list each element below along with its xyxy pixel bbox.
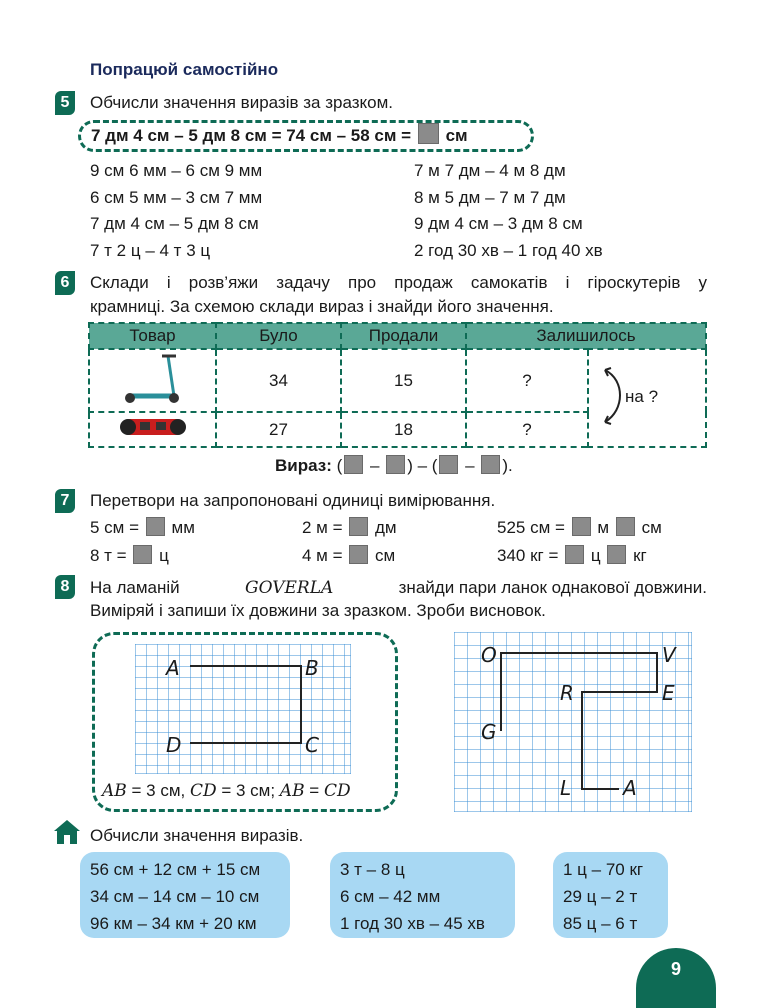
table-cell-left: ? (466, 412, 588, 447)
section-heading: Попрацюй самостійно (90, 60, 279, 79)
scooter-cell (89, 349, 216, 412)
home-expr: 1 год 30 хв – 45 хв (340, 914, 485, 933)
ex5-expr: 9 см 6 мм – 6 см 9 мм (90, 161, 263, 180)
point-label: C (305, 733, 319, 757)
home-box-1 (80, 852, 290, 938)
exercise-8-task-line1: На ламаній GOVERLA знайди пари ланок однакової довжини. (90, 578, 707, 598)
answer-box[interactable] (616, 517, 635, 536)
exercise-8-task-line2: Виміряй і запиши їх довжини за зразком. Зроби висновок. (90, 601, 546, 620)
sales-table (88, 322, 707, 448)
conversion-item: 525 см = м см (497, 518, 662, 537)
exercise-6-task-line1: Склади і розв’яжи задачу про продаж самокатів і гіроскутерів у (90, 273, 707, 292)
home-expr: 56 см + 12 см + 15 см (90, 860, 261, 879)
conversion-item: 5 см = мм (90, 518, 195, 537)
answer-box[interactable] (344, 455, 363, 474)
table-cell-sold: 15 (341, 349, 466, 412)
example-expression: 7 дм 4 см – 5 дм 8 см = 74 см – 58 см = (91, 126, 412, 145)
home-box-3 (553, 852, 668, 938)
difference-label: на ? (625, 387, 659, 406)
point-label: B (305, 656, 319, 680)
exercise-5-task: Обчисли значення виразів за зразком. (90, 93, 394, 112)
answer-box[interactable] (439, 455, 458, 474)
table-cell-sold: 18 (341, 412, 466, 447)
expression-line (275, 455, 513, 476)
conversion-item: 340 кг = ц кг (497, 546, 647, 565)
col-header-item: Товар (89, 323, 216, 349)
point-label: L (560, 776, 572, 800)
answer-box[interactable] (386, 455, 405, 474)
expression-label: Вираз: (275, 456, 332, 475)
exercise-6-task-line2: крамниці. За схемою склади вираз і знайди його значення. (90, 297, 554, 316)
answer-box[interactable] (418, 123, 439, 144)
conversion-item: 8 т = ц (90, 546, 169, 565)
hoverboard-icon (118, 413, 188, 441)
home-icon (52, 818, 82, 846)
home-expr: 85 ц – 6 т (563, 914, 638, 933)
table-cell-was: 27 (216, 412, 341, 447)
ex5-expr: 7 м 7 дм – 4 м 8 дм (414, 161, 566, 180)
home-expr: 6 см – 42 мм (340, 887, 441, 906)
home-box-2 (330, 852, 515, 938)
exercise-8-number: 8 (55, 575, 75, 599)
exercise-7-number: 7 (55, 489, 75, 513)
home-expr: 29 ц – 2 т (563, 887, 638, 906)
expr-minus: – (460, 456, 480, 475)
conversion-item: 2 м = дм (302, 518, 397, 537)
exercise-5-example (78, 120, 534, 152)
exercise-6-number: 6 (55, 271, 75, 295)
table-cell-left: ? (466, 349, 588, 412)
conversion-item: 4 м = см (302, 546, 396, 565)
answer-box[interactable] (481, 455, 500, 474)
sample-answer: AB = 3 см, CD = 3 см; AB = CD (102, 781, 351, 801)
home-expr: 1 ц – 70 кг (563, 860, 644, 879)
ex5-expr: 8 м 5 дм – 7 м 7 дм (414, 188, 566, 207)
example-unit: см (445, 126, 468, 145)
expr-mid: ) – ( (407, 456, 438, 475)
ex5-expr: 6 см 5 мм – 3 см 7 мм (90, 188, 263, 207)
ex5-expr: 2 год 30 хв – 1 год 40 хв (414, 241, 603, 260)
exercise-5-number: 5 (55, 91, 75, 115)
home-expr: 34 см – 14 см – 10 см (90, 887, 260, 906)
point-label: E (662, 681, 675, 705)
home-expr: 96 км – 34 км + 20 км (90, 914, 257, 933)
col-header-left: Залишилось (466, 323, 706, 349)
point-label: V (662, 643, 676, 667)
expr-minus: – (365, 456, 385, 475)
col-header-was: Було (216, 323, 341, 349)
point-label: A (166, 656, 180, 680)
answer-box[interactable] (349, 517, 368, 536)
ex5-expr: 7 дм 4 см – 5 дм 8 см (90, 214, 259, 233)
table-cell-was: 34 (216, 349, 341, 412)
page-number: 9 (636, 948, 716, 1008)
ex5-expr: 9 дм 4 см – 3 дм 8 см (414, 214, 583, 233)
point-label: A (623, 776, 637, 800)
answer-box[interactable] (572, 517, 591, 536)
answer-box[interactable] (607, 545, 626, 564)
word-goverla: GOVERLA (245, 578, 334, 598)
home-task: Обчисли значення виразів. (90, 826, 304, 845)
expr-paren: ( (331, 456, 343, 475)
difference-cell (588, 349, 706, 447)
point-label: R (560, 681, 574, 705)
col-header-sold: Продали (341, 323, 466, 349)
answer-box[interactable] (565, 545, 584, 564)
ex5-expr: 7 т 2 ц – 4 т 3 ц (90, 241, 211, 260)
answer-box[interactable] (133, 545, 152, 564)
point-label: D (166, 733, 182, 757)
answer-box[interactable] (146, 517, 165, 536)
point-label: O (481, 643, 497, 667)
hoverboard-cell (89, 412, 216, 447)
exercise-7-task: Перетвори на запропоновані одиниці вимірювання. (90, 491, 496, 510)
point-label: G (481, 720, 497, 744)
expr-end: ). (502, 456, 513, 475)
home-expr: 3 т – 8 ц (340, 860, 405, 879)
scooter-icon (118, 350, 188, 406)
answer-box[interactable] (349, 545, 368, 564)
